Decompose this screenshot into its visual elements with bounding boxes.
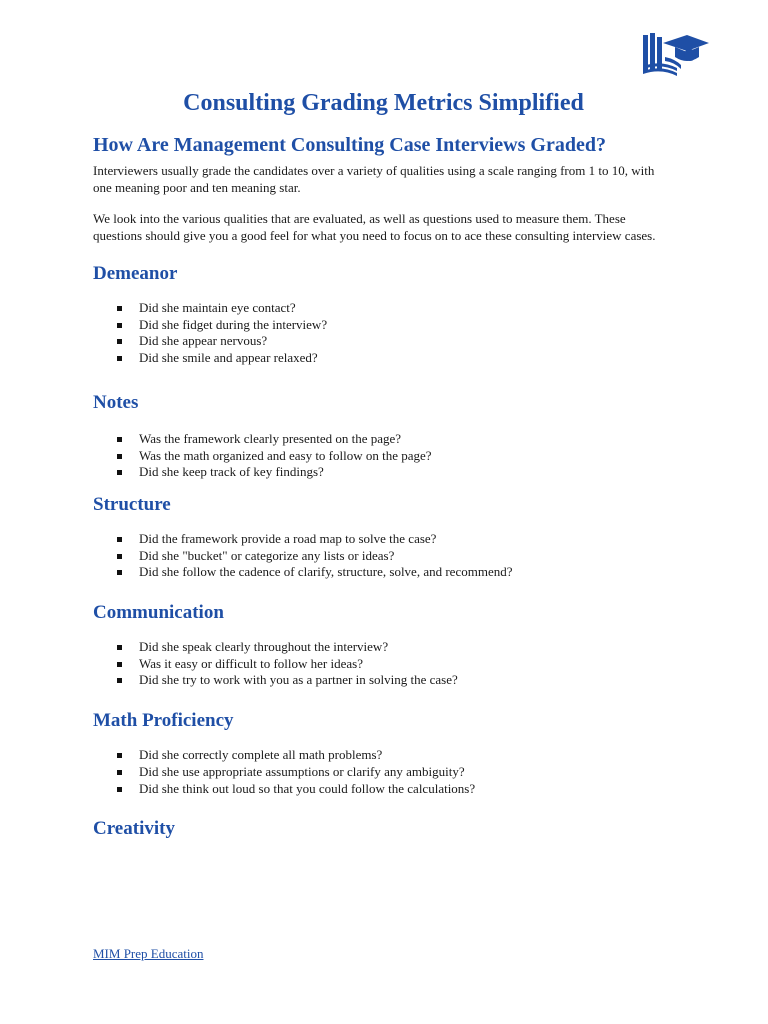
bullet-list [93,639,674,689]
list-item: Did she fidget during the interview? [93,317,674,334]
list-item: Did she follow the cadence of clarify, structure, solve, and recommend? [93,564,674,581]
section-heading: Notes [93,391,139,413]
intro [93,162,674,244]
section-communication [93,601,674,689]
section-creativity [93,817,674,841]
list-item: Did she try to work with you as a partner in solving the case? [93,672,674,689]
list-item: Did she keep track of key findings? [93,464,674,481]
list-item: Did she use appropriate assumptions or clarify any ambiguity? [93,764,674,781]
intro-paragraph: We look into the various qualities that are evaluated, as well as questions used to measure them. These questions should give you a good feel for what you need to focus on to ace these consulting interview cases. [93,211,656,243]
list-item: Did she correctly complete all math problems? [93,747,674,764]
list-item: Did she "bucket" or categorize any lists or ideas? [93,548,674,565]
list-item: Did she speak clearly throughout the interview? [93,639,674,656]
bullet-list [93,747,674,797]
list-item: Was it easy or difficult to follow her ideas? [93,656,674,673]
section-math-proficiency [93,709,674,797]
list-item: Did she appear nervous? [93,333,674,350]
section-heading: Creativity [93,818,175,840]
bullet-list [93,531,674,581]
footer-link[interactable]: MIM Prep Education [93,946,204,961]
list-item: Did she smile and appear relaxed? [93,350,674,367]
section-structure [93,493,674,581]
section-heading: Structure [93,493,171,515]
list-item: Did she think out loud so that you could follow the calculations? [93,781,674,798]
list-item: Was the math organized and easy to follow on the page? [93,448,674,465]
main-heading: How Are Management Consulting Case Interviews Graded? [93,134,606,156]
section-heading: Communication [93,602,224,624]
section-heading: Math Proficiency [93,710,234,732]
list-item: Was the framework clearly presented on the page? [93,431,674,448]
section-notes [93,391,674,481]
books-graduation-cap-icon [641,31,709,77]
bullet-list [93,300,674,367]
document-body [93,88,674,841]
list-item: Did the framework provide a road map to solve the case? [93,531,674,548]
list-item: Did she maintain eye contact? [93,300,674,317]
intro-paragraph: Interviewers usually grade the candidates over a variety of qualities using a scale ranging from 1 to 10, with one meaning poor and ten meaning star. [93,163,655,195]
section-demeanor [93,262,674,367]
bullet-list [93,431,674,481]
section-heading: Demeanor [93,263,178,284]
page-title: Consulting Grading Metrics Simplified [183,90,584,116]
